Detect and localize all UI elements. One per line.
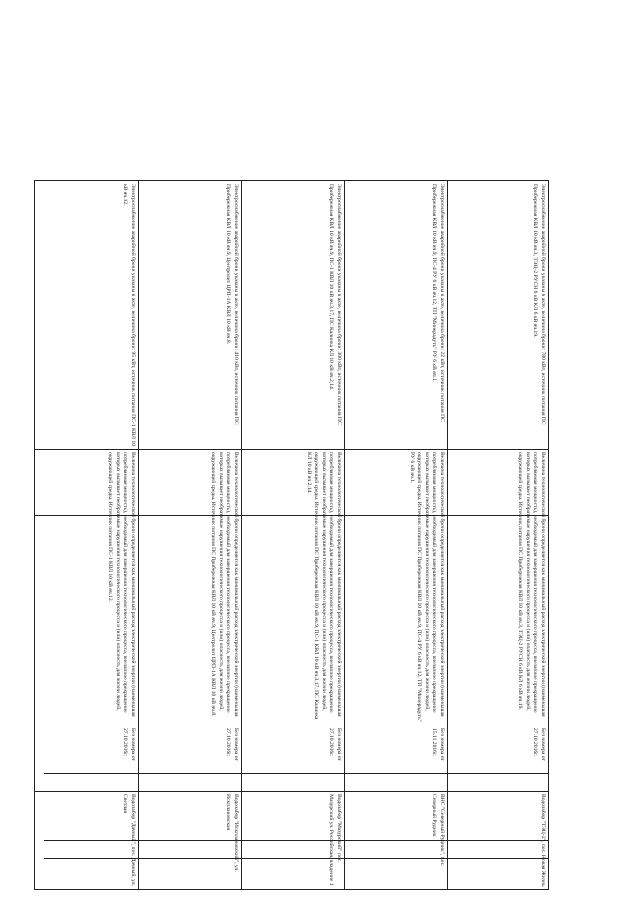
cell-name [447, 791, 548, 891]
cell-definition [344, 449, 447, 725]
doc-text: Без номера от 27.10.2016г. [122, 728, 136, 761]
cell-doc [138, 725, 241, 791]
cell-doc [35, 725, 138, 791]
definition-text: Величина технологической брони определяется как минимальный расход электрической энергии (наименьшая потребляемая мощность), необходимый для завершения технологического процесса, внезапное прекращение которых вызывает необратимые нарушения технологического процесса и (или) опасность для жизни людей, окружающей среды. Источник питания ПС Прибережная КВЛ 10 кВ яч.3, ТЭЦ-2 РУСН 6 кВ КЛ 6 кВ яч.19. [517, 452, 546, 717]
cell-value [344, 181, 447, 449]
name-text: ВНС "Северный Рудник", пос. Северный Рудник [431, 794, 445, 867]
reservation-table [34, 180, 549, 890]
cell-value [241, 181, 344, 449]
cell-definition [138, 449, 241, 725]
cell-doc [344, 725, 447, 791]
value-text: Электроснабжение аварийной брони указаны в акте, величина брони: 410 кВт, источник питания ПС Прибережная КВЛ 10 кВ яч.9, Центролит ЦРП-1А КВЛ 10 кВ яч.8. [225, 184, 239, 425]
cell-name [241, 791, 344, 891]
cell-doc [241, 725, 344, 791]
value-text: Электроснабжение аварийной брони указаны в акте, величина брони: 22 кВт, источник питания ПС Прибережная КВЛ 10 кВ яч.9, ПС-4 РУ 6 кВ яч.12, ТП "Минерадуть" РУ 6 кВ яч.1. [431, 184, 445, 422]
doc-text: Без номера от 27.10.2016г. [532, 728, 546, 761]
doc-text: Без номера от 15.11.2016г. [431, 728, 445, 761]
value-text: Электроснабжение аварийной брони указаны в акте, величина брони: 95 кВт, источник питания ПС-1 КВЛ 10 кВ яч.12. [122, 184, 136, 446]
definition-text: Величина технологической брони определяется как минимальный расход электрической энергии (наименьшая потребляемая мощность), необходимый для завершения технологического процесса, внезапное прекращение которых вызывает необратимые нарушения технологического процесса и (или) опасность для жизни людей, окружающей среды. Источник питания ПС-1 КВЛ 10 кВ яч.12. [107, 452, 136, 717]
name-text: Водозабор "Искплановский", ул. Искплановская [225, 794, 239, 872]
value-text: Электроснабжение аварийной брони указаны в акте, величина брони: 300 кВт, источник питания ПС Прибережная КВЛ 10 кВ яч.9, ПС-1 КВЛ 10 кВ яч.3,17, ПС Калинка КЛ 10 кВ яч.2,14. [328, 184, 342, 425]
definition-text: Величина технологической брони определяется как минимальный расход электрической энергии (наименьшая потребляемая мощность), необходимый для завершения технологического процесса, внезапное прекращение которых вызывает необратимые нарушения технологического процесса и (или) опасность для жизни людей, окружающей среды. Источник питания ПС Прибережная КВЛ 10 кВ яч.9, ПС-1 КВЛ 10 кВ яч.3,17, ПС Калинка КЛ 10 кВ яч.2,14. [305, 452, 342, 720]
table-row [344, 181, 447, 891]
cell-definition [35, 449, 138, 725]
cell-name [344, 791, 447, 891]
name-text: Водозабор "ТЭЦ-2", пос. Новая Жизнь [540, 794, 546, 887]
cell-definition [447, 449, 548, 725]
cell-value [138, 181, 241, 449]
cell-name [35, 791, 138, 891]
doc-text: Без номера от 27.10.2016г. [225, 728, 239, 761]
doc-text: Без номера от 27.10.2016г. [328, 728, 342, 761]
cell-doc [447, 725, 548, 791]
cell-value [35, 181, 138, 449]
definition-text: Величина технологической брони определяется как минимальный расход электрической энергии (наименьшая потребляемая мощность), необходимый для завершения технологического процесса, внезапное прекращение которых вызывает необратимые нарушения технологического процесса и (или) опасность для жизни людей, окружающей среды. Источник питания ПС Прибережная КВЛ 10 кВ яч.9, Центролит ЦРП-1А КВЛ 10 кВ яч.8. [210, 452, 239, 717]
cell-definition [241, 449, 344, 725]
value-text: Электроснабжение аварийной брони указаны в акте, величина брони: 780 кВт, источник питания ПС Прибережная КВЛ 10 кВ яч.3, ТЭЦ-2 РУСН 6 кВ КЛ 6 кВ яч.19. [532, 184, 546, 425]
definition-text: Величина технологической брони определяется как минимальный расход электрической энергии (наименьшая потребляемая мощность), необходимый для завершения технологического процесса, внезапное прекращение которых вызывает необратимые нарушения технологического процесса и (или) опасность для жизни людей, окружающей среды. Источник питания ПС Прибережная КВЛ 10 кВ яч.9, ПС-4 РУ 6 кВ яч.12, ТП "Минерадуть" РУ 6 кВ яч.1. [408, 452, 445, 722]
table-row [35, 181, 138, 891]
table-row [447, 181, 548, 891]
table-row [241, 181, 344, 891]
name-text: Водозабор "Дачный", пос. Дачный, ул. Светлая [122, 794, 136, 886]
cell-name [138, 791, 241, 891]
name-text: Водозабор "Мазурский" пос. Мазурский ул. Российская, владение 1 [328, 794, 342, 886]
cell-value [447, 181, 548, 449]
table-row [138, 181, 241, 891]
